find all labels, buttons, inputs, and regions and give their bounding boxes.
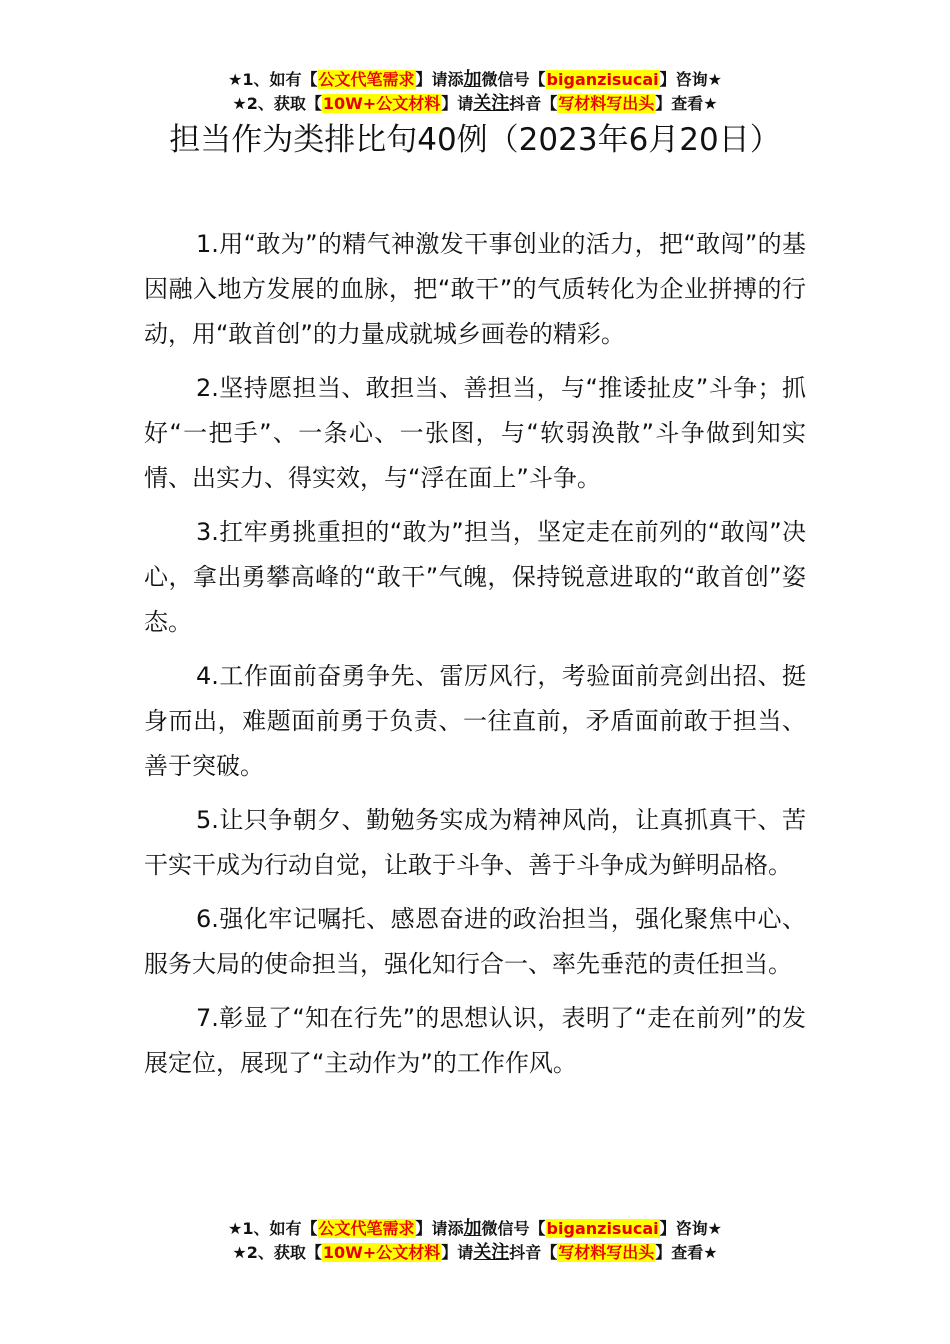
promo-footer-line-1-middle-b: 微信号【 — [481, 1219, 546, 1238]
promo-footer-line-1-highlight-service: 公文代笔需求 — [318, 1219, 415, 1238]
promo-footer-line-1-emphasis: 加 — [463, 1218, 482, 1239]
promo-line-2-prefix: ★2、获取【 — [232, 94, 322, 113]
promo-footer-line-1-middle-a: 】请添 — [415, 1219, 464, 1238]
promo-footer-line-2-suffix: 】查看★ — [655, 1243, 718, 1262]
promo-line-2 — [0, 92, 950, 116]
promo-line-2-emphasis: 关注 — [473, 93, 510, 114]
promo-line-1-emphasis: 加 — [463, 69, 482, 90]
paragraph-2: 2.坚持愿担当、敢担当、善担当，与“推诿扯皮”斗争；抓好“一把手”、一条心、一张图，与“软弱涣散”斗争做到知实情、出实力、得实效，与“浮在面上”斗争。 — [144, 374, 806, 492]
promo-line-2-suffix: 】查看★ — [655, 94, 718, 113]
promo-footer-line-2 — [0, 1241, 950, 1265]
document-title: 担当作为类排比句40例（2023年6月20日） — [169, 122, 781, 158]
promo-line-1-middle-b: 微信号【 — [481, 70, 546, 89]
promo-line-1-highlight-service: 公文代笔需求 — [318, 70, 415, 89]
promo-footer-line-2-highlight-douyin: 写材料写出头 — [558, 1243, 655, 1262]
promo-footer-line-2-emphasis: 关注 — [473, 1242, 510, 1263]
paragraph-7: 7.彰显了“知在行先”的思想认识，表明了“走在前列”的发展定位，展现了“主动作为”的工作作风。 — [144, 1004, 806, 1077]
promo-footer-line-1-suffix: 】咨询★ — [659, 1219, 722, 1238]
promo-footer-line-2-prefix: ★2、获取【 — [232, 1243, 322, 1262]
promo-footer-line-1-prefix: ★1、如有【 — [228, 1219, 318, 1238]
promo-footer-line-2-middle-a: 】请 — [441, 1243, 474, 1262]
paragraph-5: 5.让只争朝夕、勤勉务实成为精神风尚，让真抓真干、苦干实干成为行动自觉，让敢于斗争、善于斗争成为鲜明品格。 — [144, 806, 806, 879]
promo-line-2-middle-a: 】请 — [441, 94, 474, 113]
document-body — [144, 222, 806, 1095]
promo-line-1-middle-a: 】请添 — [415, 70, 464, 89]
promo-line-2-highlight-materials: 10W+公文材料 — [322, 94, 441, 113]
promo-footer-line-1 — [0, 1217, 950, 1241]
promo-footer-line-1-highlight-wechat: biganzisucai — [546, 1219, 659, 1238]
promo-footer-line-2-middle-b: 抖音【 — [509, 1243, 558, 1262]
promo-line-1-suffix: 】咨询★ — [659, 70, 722, 89]
promo-header — [0, 68, 950, 116]
promo-footer-line-2-highlight-materials: 10W+公文材料 — [322, 1243, 441, 1262]
promo-line-2-highlight-douyin: 写材料写出头 — [558, 94, 655, 113]
paragraph-6: 6.强化牢记嘱托、感恩奋进的政治担当，强化聚焦中心、服务大局的使命担当，强化知行合一、率先垂范的责任担当。 — [144, 905, 806, 978]
promo-line-1-prefix: ★1、如有【 — [228, 70, 318, 89]
paragraph-4: 4.工作面前奋勇争先、雷厉风行，考验面前亮剑出招、挺身而出，难题面前勇于负责、一往直前，矛盾面前敢于担当、善于突破。 — [144, 662, 806, 780]
paragraph-3: 3.扛牢勇挑重担的“敢为”担当，坚定走在前列的“敢闯”决心，拿出勇攀高峰的“敢干”气魄，保持锐意进取的“敢首创”姿态。 — [144, 518, 806, 636]
promo-line-1 — [0, 68, 950, 92]
paragraph-1: 1.用“敢为”的精气神激发干事创业的活力，把“敢闯”的基因融入地方发展的血脉，把“敢干”的气质转化为企业拼搏的行动，用“敢首创”的力量成就城乡画卷的精彩。 — [144, 230, 806, 348]
promo-footer — [0, 1217, 950, 1265]
promo-line-1-highlight-wechat: biganzisucai — [546, 70, 659, 89]
promo-line-2-middle-b: 抖音【 — [509, 94, 558, 113]
